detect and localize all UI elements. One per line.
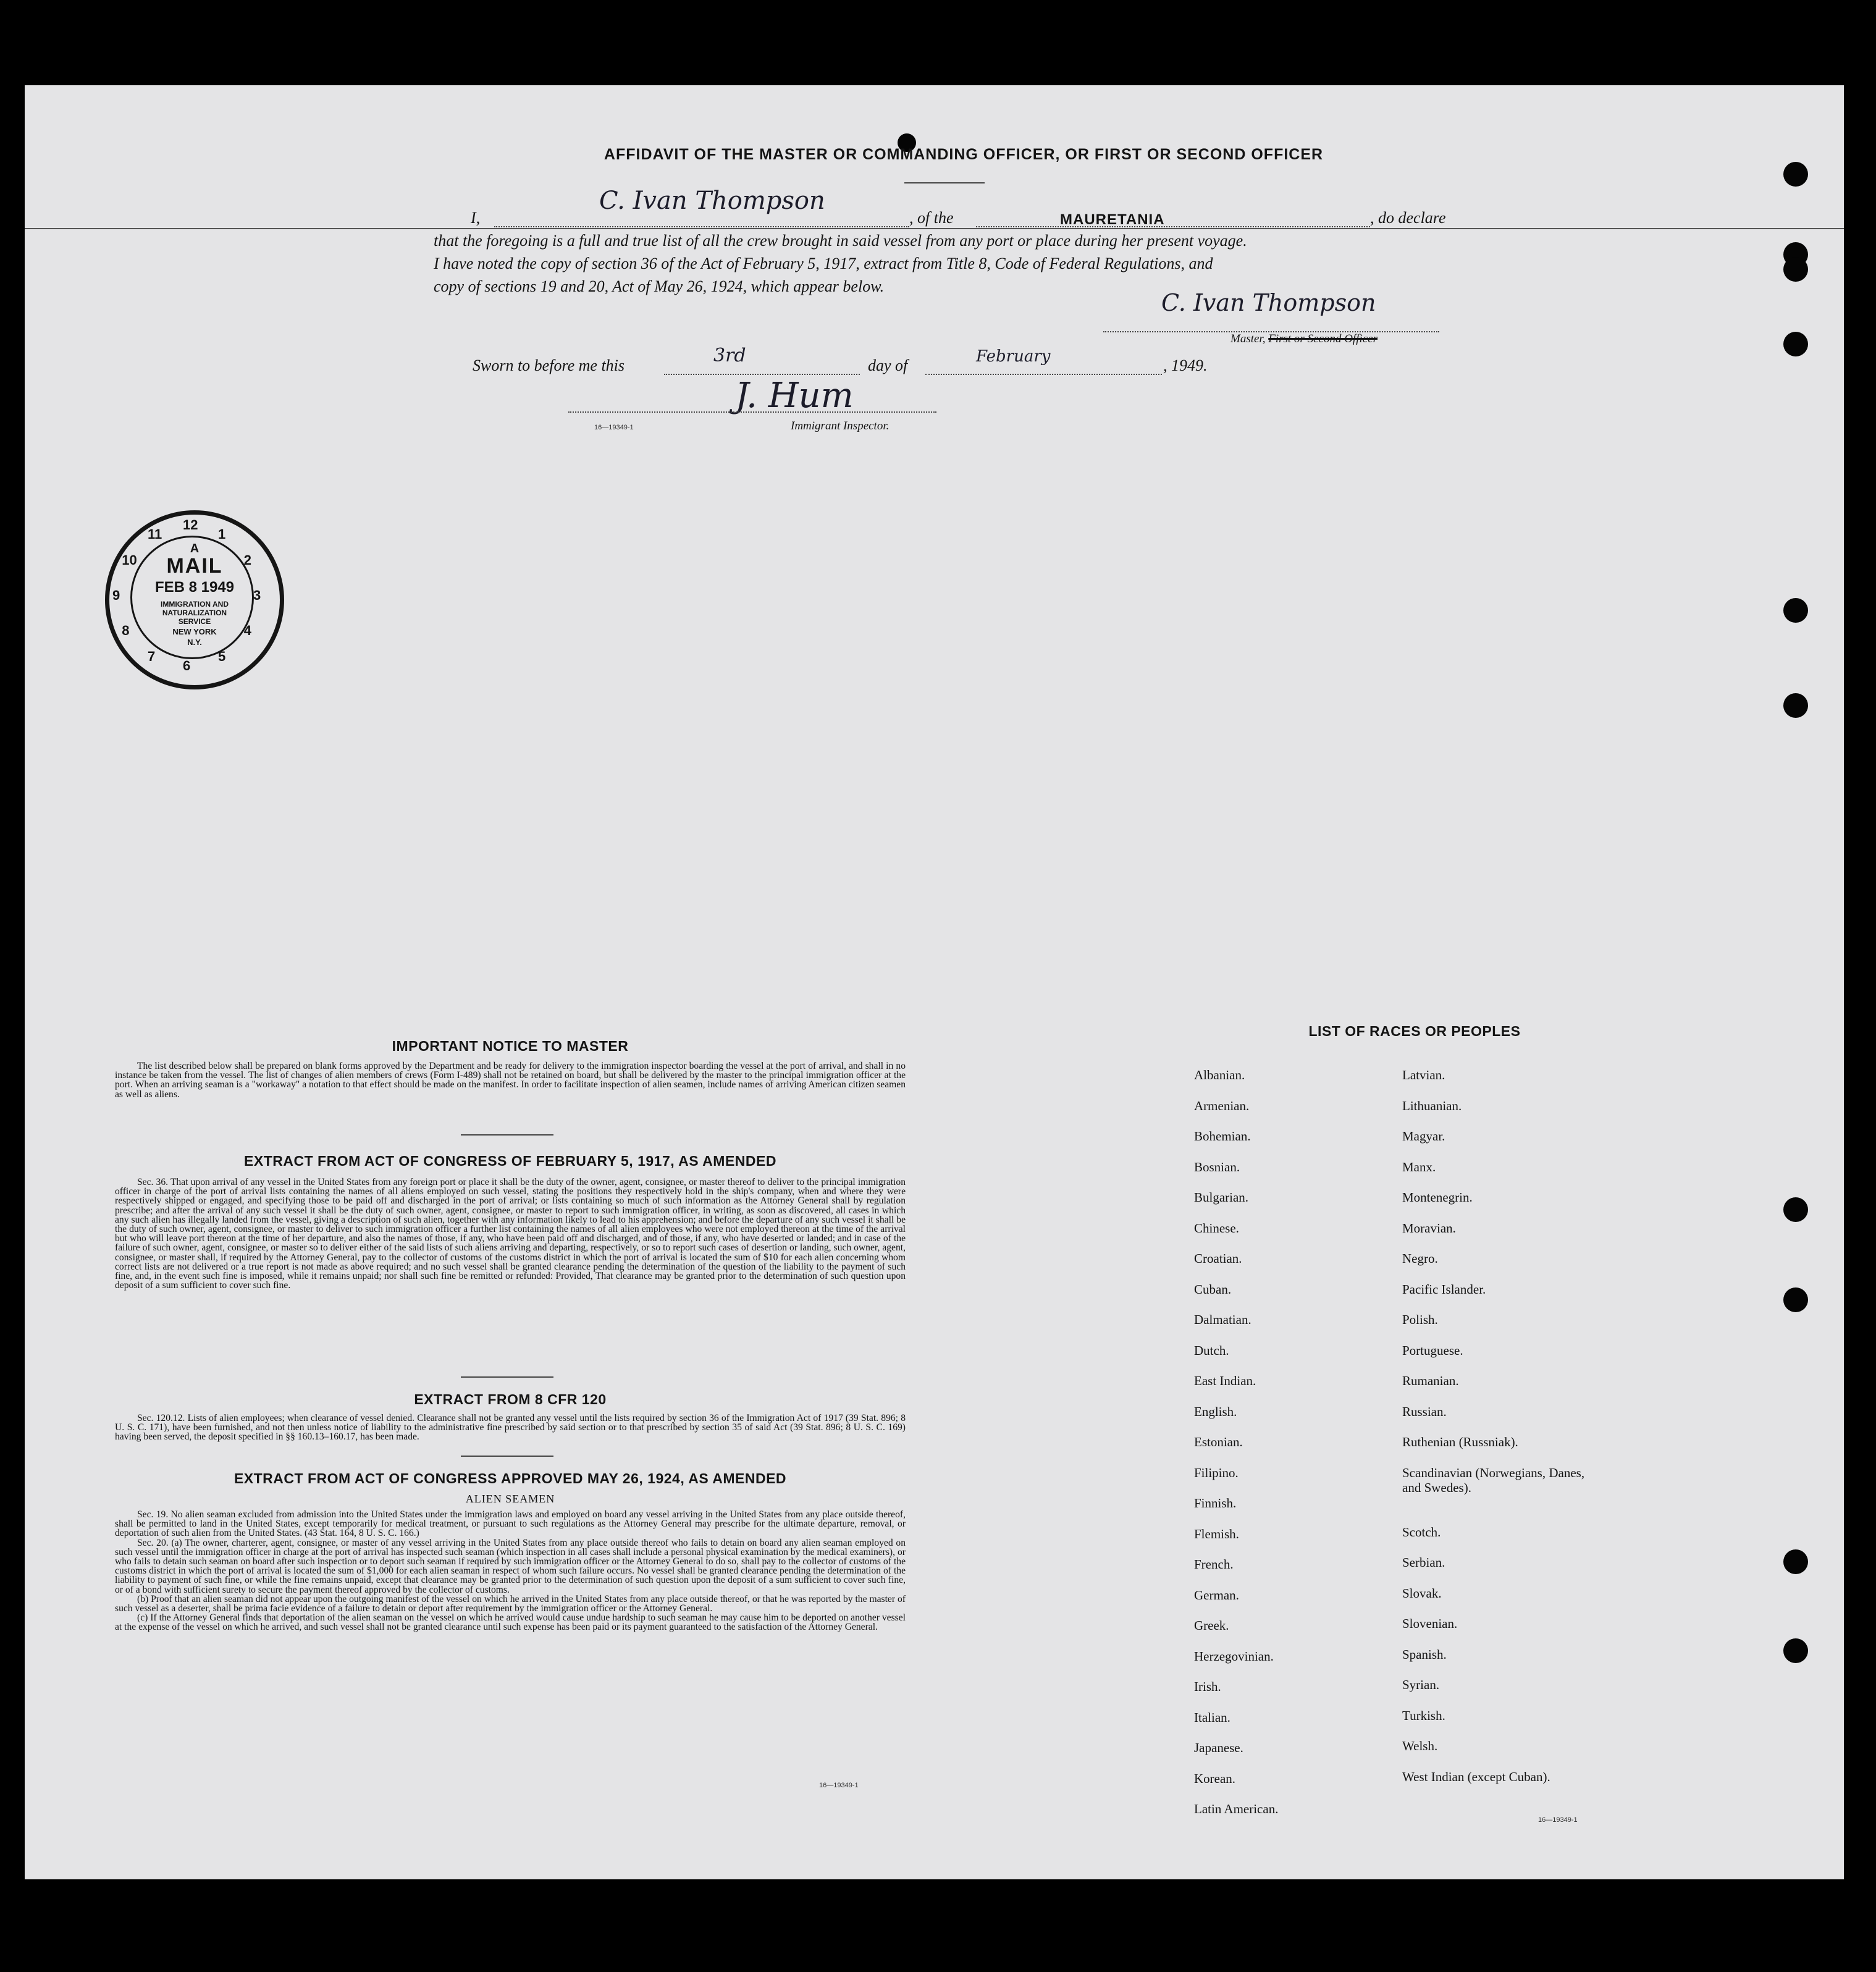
extract3-paragraph: Sec. 19. No alien seaman excluded from admission into the United States under the immigration laws and employed on board any vessel arriving in the United States from any place outside thereof, shall be permitted to land in the United States, except temporarily for medical treatment, or pursuant to such regulations as the Attorney General may prescribe for the ultimate departure, removal, or deportation of such alien from the United States. (43 Stat. 164, 8 U. S. C. 166.) [115,1509,906,1539]
stamp-clock-number: 6 [183,658,191,673]
binder-hole [1783,332,1808,356]
form-number: 16—19349-1 [594,424,634,431]
race-item: Cuban. [1194,1281,1232,1297]
stamp-state: N.Y. [187,638,202,647]
race-item: German. [1194,1587,1239,1603]
binder-hole [1783,1197,1808,1222]
race-item: Manx. [1402,1159,1436,1174]
race-item: Rumanian. [1402,1373,1459,1388]
stamp-clock-number: 12 [183,517,198,533]
stamp-clock-number: 2 [243,552,251,568]
race-item: English. [1194,1404,1237,1419]
sworn-month: February [976,347,1051,366]
extract2-text [115,1414,906,1442]
title-underline [904,182,985,183]
extract3-paragraph: Sec. 20. (a) The owner, charterer, agent, consignee, or master of any vessel arriving in the United States from any place outside thereof who fails to detain on board any alien seaman employed on such vessel until the immigration officer in charge at the port of arrival has inspected such seaman (which inspection in all cases shall include a personal physical examination by the medical examiners), or who fails to detain such seaman on board after such inspection or to deport such seaman if required by such immigration officer or the Attorney General to do so, shall pay to the collector of customs of the customs district in which the port of arrival is located the sum of $1,000 for each alien seaman in respect of whom such failure occurs. No vessel shall be granted clearance pending the determination of the liability to payment of such fine, or while the fine remains unpaid, except that clearance may be granted prior to the determination of such question upon the deposit of a sum sufficient to cover such fine, or of a bond with sufficient surety to secure the payment thereof approved by the collector of customs. [115,1537,906,1595]
notice-paragraph: The list described below shall be prepared on blank forms approved by the Department and be ready for delivery to the immigration inspector boarding the vessel at the port of arrival, and shall in no instance be taken from the vessel. The list of changes of alien members of crews (Form I-489) shall not be retained on board, but shall be delivered by the master to the principal immigration officer at the port. When an arriving seaman is a "workaway" a notation to that effect should be made on the manifest. In order to facilitate inspection of alien seamen, include names of arriving American citizen seamen as well as aliens. [115,1061,906,1100]
race-item: Bulgarian. [1194,1190,1249,1205]
race-item: Armenian. [1194,1098,1250,1113]
race-item: French. [1194,1557,1234,1572]
race-item: West Indian (except Cuban). [1402,1769,1550,1784]
stamp-top-text: A [190,542,200,555]
extract1-text [115,1178,906,1290]
race-item: Turkish. [1402,1708,1445,1723]
race-item: Chinese. [1194,1220,1239,1236]
stamp-clock-number: 5 [218,648,226,664]
race-item: Serbian. [1402,1555,1445,1570]
declaration-line-2: that the foregoing is a full and true list of all the crew brought in said vessel from any port or place during her present voyage. [434,232,1247,250]
declaration-line-4: copy of sections 19 and 20, Act of May 26, 1924, which appear below. [434,277,885,295]
inspector-label: Immigrant Inspector. [791,419,890,432]
race-item: Finnish. [1194,1496,1237,1511]
binder-hole [1783,1638,1808,1663]
inspector-signature: J. Hum [735,376,854,416]
race-item: Latin American. [1194,1801,1279,1816]
vessel-line [976,226,1370,227]
race-item: Estonian. [1194,1435,1243,1449]
extract3-text [115,1510,906,1632]
stamp-clock-number: 8 [122,623,130,638]
stamp-clock-number: 10 [122,552,137,568]
day-of-label: day of [868,356,908,374]
race-item: Croatian. [1194,1251,1242,1266]
races-form-number: 16—19349-1 [1538,1816,1578,1824]
of-the-label: , of the [909,209,954,227]
races-title: LIST OF RACES OR PEOPLES [1308,1023,1521,1039]
extract2-paragraph: Sec. 120.12. Lists of alien employees; when clearance of vessel denied. Clearance shall not be granted any vessel until the lists required by section 36 of the Immigration Act of 1917 (39 Stat. 896; 8 U. S. C. 171), have been furnished, and not then unless notice of liability to the administrative fine prescribed by said section or to that prescribed by section 35 of said Act (39 Stat. 896; 8 U. S. C. 169) having been served, the deposit specified in §§ 160.13–160.17, has been made. [115,1413,906,1443]
races-column-2 [1402,1068,1606,1800]
race-item: Scotch. [1402,1524,1441,1540]
race-item: Slovak. [1402,1585,1442,1601]
extract-form-number: 16—19349-1 [819,1782,859,1789]
section-divider [461,1456,553,1457]
sworn-year: , 1949. [1163,356,1208,374]
sworn-day-line [664,374,860,375]
race-item: Scandinavian (Norwegians, Danes, and Swedes). [1402,1465,1585,1495]
notice-text [115,1061,906,1099]
air-mail-stamp [105,510,284,689]
stamp-date: FEB 8 1949 [154,579,235,596]
stamp-clock-number: 11 [148,526,162,542]
race-item: East Indian. [1194,1373,1256,1388]
declarant-signature: C. Ivan Thompson [599,187,825,215]
stamp-line-2: NATURALIZATION [162,609,227,617]
race-item: Moravian. [1402,1220,1456,1236]
extract1-paragraph: Sec. 36. That upon arrival of any vessel in the United States from any foreign port or place it shall be the duty of the owner, agent, consignee, or master thereof to deliver to the principal immigration officer in charge of the port of arrival lists containing the names of all aliens employed on such vessel, stating the positions they respectively hold in the ship's company, when and where they were respectively shipped or engaged, and specifying those to be paid off and discharged in the port of arrival; or lists containing so much of such information as the Attorney General shall by regulation prescribe; and after the arrival of any such vessel it shall be the duty of such owner, agent, consignee, or master to report to such immigration officer, in writing, as soon as discovered, all cases in which any such alien has illegally landed from the vessel, giving a description of such alien, together with any information likely to lead to his apprehension; and before the departure of any such vessel it shall be the duty of such owner, agent, consignee, or master to deliver to such immigration officer a further list containing the names of all alien employees who were not employed thereon at the time of the arrival but who will leave port thereon at the time of her departure, and also the names of those, if any, who have been paid off and discharged, and of those, if any, who have deserted or landed; and in case of the failure of such owner, agent, consignee, or master so to deliver either of the said lists of such aliens arriving and departing, respectively, or so to report such cases of desertion or landing, such owner, agent, consignee, or master shall, if required by the Attorney General, pay to the collector of customs of the customs district in which the port of arrival is located the sum of $10 for each alien concerning whom correct lists are not delivered or a true report is not made as above required; and no such vessel shall be granted clearance pending the determination of the question of the liability to the payment of such fine, and, in the event such fine is imposed, while it remains unpaid; nor shall such fine be remitted or refunded: Provided, That clearance may be granted prior to the determination of such question upon deposit of a sum sufficient to cover such fine. [115,1177,906,1291]
document-page [25,85,1844,1879]
stamp-line-3: SERVICE [178,617,211,626]
stamp-clock-number: 3 [253,588,261,603]
race-item: Dutch. [1194,1342,1229,1358]
race-item: Irish. [1194,1679,1221,1694]
inspector-signature-line [568,411,936,413]
declaration-i: I, [471,209,481,227]
race-item: Bohemian. [1194,1129,1251,1144]
race-item: Magyar. [1402,1129,1445,1144]
race-item: Lithuanian. [1402,1098,1462,1113]
race-item: Negro. [1402,1251,1438,1266]
race-item: Korean. [1194,1771,1236,1786]
binder-hole [1783,257,1808,282]
stamp-clock-number: 7 [148,648,156,664]
stamp-clock-number: 1 [218,526,226,542]
stamp-line-1: IMMIGRATION AND [161,600,229,609]
extract3-title: EXTRACT FROM ACT OF CONGRESS APPROVED MAY 26, 1924, AS AMENDED [233,1470,787,1486]
races-column-1 [1194,1068,1278,1832]
vessel-name: MAURETANIA [1060,211,1165,228]
notice-title: IMPORTANT NOTICE TO MASTER [392,1038,629,1054]
race-item: Japanese. [1194,1740,1243,1755]
stamp-clock-number: 4 [243,623,251,638]
race-item: Bosnian. [1194,1159,1240,1174]
declaration-line-3: I have noted the copy of section 36 of the Act of February 5, 1917, extract from Title 8, Code of Federal Regulations, and [434,255,1213,272]
affidavit-title: AFFIDAVIT OF THE MASTER OR COMMANDING OFFICER, OR FIRST OR SECOND OFFICER [604,146,1324,163]
master-label [1230,331,1378,347]
race-item: Pacific Islander. [1402,1281,1486,1297]
race-item: Slovenian. [1402,1616,1458,1631]
race-item: Filipino. [1194,1465,1239,1480]
section-divider [461,1376,553,1378]
binder-hole [1783,598,1808,623]
extract2-title: EXTRACT FROM 8 CFR 120 [414,1391,607,1407]
race-item: Flemish. [1194,1526,1239,1541]
race-item: Polish. [1402,1312,1438,1327]
extract1-title: EXTRACT FROM ACT OF CONGRESS OF FEBRUARY 5, 1917, AS AMENDED [244,1153,776,1169]
race-item: Russian. [1402,1404,1447,1419]
race-item: Spanish. [1402,1646,1447,1662]
master-signature: C. Ivan Thompson [1161,289,1376,316]
stamp-clock-number: 9 [112,588,120,603]
do-declare-label: , do declare [1370,209,1446,227]
race-item: Portuguese. [1402,1342,1463,1358]
extract3-paragraph: (b) Proof that an alien seaman did not appear upon the outgoing manifest of the vessel on which he arrived in the United States from any place outside thereof, or that he was reported by the master of such vessel as a deserter, shall be prima facie evidence of a failure to detain or deport after requirement by the immigration officer or the Attorney General. [115,1593,906,1614]
race-item: Albanian. [1194,1068,1245,1082]
race-item: Greek. [1194,1618,1229,1633]
race-item: Montenegrin. [1402,1190,1473,1205]
master-label-text: Master, [1230,332,1266,345]
race-item: Welsh. [1402,1738,1438,1753]
binder-hole [1783,162,1808,187]
race-item: Dalmatian. [1194,1312,1251,1327]
struck-officer-label: First or Second Officer [1268,332,1378,345]
extract3-paragraph: (c) If the Attorney General finds that deportation of the alien seaman on the vessel on which he arrived would cause undue hardship to such seaman he may cause him to be deported on another vessel at the expense of the vessel on which he arrived, and such vessel shall not be granted clearance until such expense has been paid or its payment guaranteed to the satisfaction of the Attorney General. [115,1612,906,1633]
race-item: Syrian. [1402,1677,1440,1692]
stamp-mail: MAIL [166,554,223,578]
race-item: Italian. [1194,1709,1230,1725]
race-item: Latvian. [1402,1068,1445,1082]
binder-hole [1783,1287,1808,1312]
binder-hole [1783,1549,1808,1574]
sworn-month-line [925,374,1162,375]
binder-hole [1783,693,1808,718]
section-divider [461,1134,553,1136]
race-item: Ruthenian (Russniak). [1402,1435,1518,1449]
stamp-city: NEW YORK [172,627,217,636]
declarant-line [494,226,909,227]
sworn-prefix: Sworn to before me this [473,356,625,374]
sworn-day: 3rd [713,345,746,366]
extract3-subtitle: ALIEN SEAMEN [465,1493,555,1505]
race-item: Herzegovinian. [1194,1648,1274,1664]
